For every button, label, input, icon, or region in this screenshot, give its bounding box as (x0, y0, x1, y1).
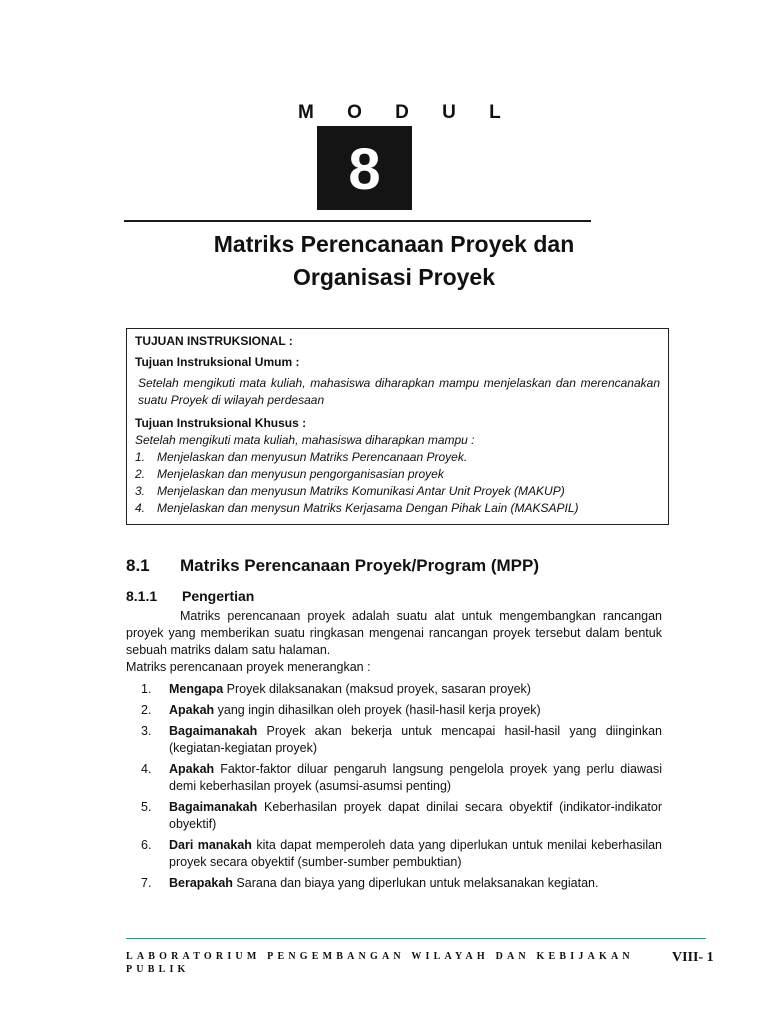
list-item-keyword: Dari manakah (169, 838, 252, 852)
section-heading (126, 556, 539, 576)
footer-lab-name: LABORATORIUM PENGEMBANGAN WILAYAH DAN KEBIJAKAN PUBLIK (126, 951, 634, 975)
list-item-keyword: Mengapa (169, 682, 224, 696)
list-item-body: yang ingin dihasilkan oleh proyek (hasil-hasil kerja proyek) (214, 703, 541, 717)
list-item (135, 449, 664, 466)
modul-number: 8 (348, 137, 381, 202)
list-item-number: 3. (141, 724, 152, 738)
matrix-explanation-list (126, 681, 662, 896)
list-item-body: kita dapat memperoleh data yang diperlukan untuk menilai keberhasilan proyek secara obyektif (sumber-sumber pembuktian) (169, 838, 662, 869)
list-item-number: 5. (141, 800, 152, 814)
list-item (135, 500, 664, 517)
footer-divider (126, 938, 706, 939)
list-item-text (169, 723, 662, 757)
list-item-number: 2. (135, 467, 146, 481)
list-item-number: 1. (135, 450, 146, 464)
objectives-box (126, 328, 669, 525)
list-item-text (169, 702, 662, 719)
list-item-keyword: Apakah (169, 703, 215, 717)
list-item-text: Menjelaskan dan menyusun Matriks Komunikasi Antar Unit Proyek (MAKUP) (157, 484, 565, 498)
list-item-body: Proyek dilaksanakan (maksud proyek, sasaran proyek) (223, 682, 531, 696)
list-item (126, 875, 662, 892)
list-item-keyword: Apakah (169, 762, 215, 776)
section-number: 8.1 (126, 556, 150, 575)
list-item-text (169, 837, 662, 871)
list-item-body: Faktor-faktor diluar pengaruh langsung pengelola proyek yang perlu diawasi demi keberhasilan proyek (asumsi-asumsi penting) (169, 762, 662, 793)
page-title (120, 228, 668, 294)
list-item-text (169, 761, 662, 795)
definition-paragraph: Matriks perencanaan proyek adalah suatu alat untuk mengembangkan rancangan proyek yang memberikan suatu ringkasan mengenai rancangan proyek tersebut dalam bentuk sebuah matriks dalam satu halaman. (126, 609, 662, 657)
modul-label: M O D U L (298, 102, 515, 123)
list-item-body: Keberhasilan proyek dapat dinilai secara obyektif (indikator-indikator obyektif) (169, 800, 662, 831)
list-item-text: Menjelaskan dan menyusun Matriks Perencanaan Proyek. (157, 450, 468, 464)
list-item-number: 4. (141, 762, 152, 776)
specific-objective-heading: Tujuan Instruksional Khusus : (135, 416, 307, 430)
list-item-text: Menjelaskan dan menysun Matriks Kerjasama Dengan Pihak Lain (MAKSAPIL) (157, 501, 579, 515)
list-intro: Matriks perencanaan proyek menerangkan : (126, 660, 371, 674)
list-item (126, 761, 662, 795)
section-title: Matriks Perencanaan Proyek/Program (MPP) (180, 556, 540, 575)
general-objective-text: Setelah mengikuti mata kuliah, mahasiswa diharapkan mampu menjelaskan dan merencanakan suatu Proyek di wilayah perdesaan (138, 376, 660, 407)
list-item-number: 1. (141, 682, 152, 696)
specific-objective-intro: Setelah mengikuti mata kuliah, mahasiswa diharapkan mampu : (135, 433, 475, 447)
list-item-keyword: Bagaimanakah (169, 800, 258, 814)
list-item (126, 799, 662, 833)
page-title-line-1: Matriks Perencanaan Proyek dan (213, 231, 575, 257)
list-item-keyword: Bagaimanakah (169, 724, 258, 738)
list-item-number: 2. (141, 703, 152, 717)
list-item (135, 466, 664, 483)
list-item (135, 483, 664, 500)
list-item-text (169, 799, 662, 833)
list-item-text (169, 681, 662, 698)
page-title-line-2: Organisasi Proyek (293, 264, 495, 290)
list-item (126, 681, 662, 698)
list-item (126, 837, 662, 871)
list-item-number: 4. (135, 501, 146, 515)
title-divider (124, 220, 591, 222)
modul-number-box (317, 126, 412, 210)
list-item-number: 3. (135, 484, 146, 498)
list-item (126, 723, 662, 757)
subsection-heading (126, 588, 254, 604)
list-item-body: Proyek akan bekerja untuk mencapai hasil-hasil yang diinginkan (kegiatan-kegiatan proyek) (169, 724, 662, 755)
page-number: VIII- 1 (672, 950, 714, 965)
list-item-number: 6. (141, 838, 152, 852)
list-item-keyword: Berapakah (169, 876, 233, 890)
list-item-text (169, 875, 662, 892)
subsection-title: Pengertian (182, 588, 255, 604)
list-item (126, 702, 662, 719)
list-item-text: Menjelaskan dan menyusun pengorganisasian proyek (157, 467, 444, 481)
list-item-number: 7. (141, 876, 152, 890)
specific-objective-list (135, 449, 664, 517)
general-objective-heading: Tujuan Instruksional Umum : (135, 355, 300, 369)
list-item-body: Sarana dan biaya yang diperlukan untuk melaksanakan kegiatan. (232, 876, 599, 890)
objectives-heading: TUJUAN INSTRUKSIONAL : (135, 334, 293, 348)
subsection-number: 8.1.1 (126, 588, 158, 604)
